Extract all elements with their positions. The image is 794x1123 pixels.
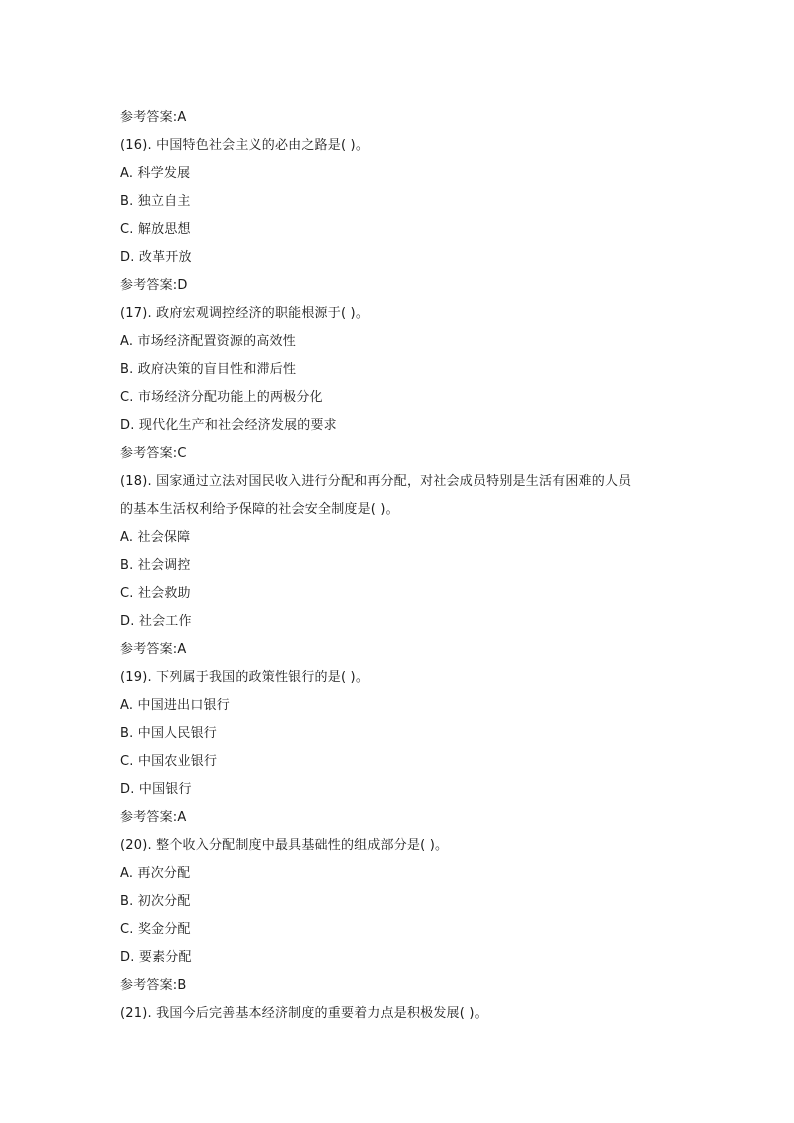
option-20-d: D. 要素分配 — [120, 950, 192, 965]
question-16: (16). 中国特色社会主义的必由之路是( )。 — [120, 138, 370, 153]
option-19-b: B. 中国人民银行 — [120, 726, 217, 741]
answer-key-18: 参考答案:A — [120, 642, 187, 657]
question-17: (17). 政府宏观调控经济的职能根源于( )。 — [120, 306, 370, 321]
answer-key-16: 参考答案:D — [120, 278, 188, 293]
answer-key-15: 参考答案:A — [120, 110, 187, 125]
answer-key-20: 参考答案:B — [120, 978, 187, 993]
option-20-a: A. 再次分配 — [120, 866, 191, 881]
option-16-c: C. 解放思想 — [120, 222, 191, 237]
question-19: (19). 下列属于我国的政策性银行的是( )。 — [120, 670, 370, 685]
question-18-line-2: 的基本生活权利给予保障的社会安全制度是( )。 — [120, 502, 399, 517]
option-18-c: C. 社会救助 — [120, 586, 191, 601]
answer-key-17: 参考答案:C — [120, 446, 187, 461]
question-21: (21). 我国今后完善基本经济制度的重要着力点是积极发展( )。 — [120, 1006, 488, 1021]
option-16-b: B. 独立自主 — [120, 194, 191, 209]
option-19-c: C. 中国农业银行 — [120, 754, 218, 769]
option-17-d: D. 现代化生产和社会经济发展的要求 — [120, 418, 337, 433]
answer-key-19: 参考答案:A — [120, 810, 187, 825]
question-20: (20). 整个收入分配制度中最具基础性的组成部分是( )。 — [120, 838, 449, 853]
option-18-b: B. 社会调控 — [120, 558, 191, 573]
option-19-a: A. 中国进出口银行 — [120, 698, 230, 713]
option-18-d: D. 社会工作 — [120, 614, 192, 629]
question-18-line-1: (18). 国家通过立法对国民收入进行分配和再分配，对社会成员特别是生活有困难的人员 — [120, 474, 632, 489]
option-17-b: B. 政府决策的盲目性和滞后性 — [120, 362, 297, 377]
option-19-d: D. 中国银行 — [120, 782, 192, 797]
option-20-c: C. 奖金分配 — [120, 922, 191, 937]
option-16-d: D. 改革开放 — [120, 250, 192, 265]
option-16-a: A. 科学发展 — [120, 166, 191, 181]
option-17-c: C. 市场经济分配功能上的两极分化 — [120, 390, 323, 405]
option-17-a: A. 市场经济配置资源的高效性 — [120, 334, 296, 349]
option-20-b: B. 初次分配 — [120, 894, 191, 909]
option-18-a: A. 社会保障 — [120, 530, 191, 545]
question-list — [120, 104, 680, 1028]
